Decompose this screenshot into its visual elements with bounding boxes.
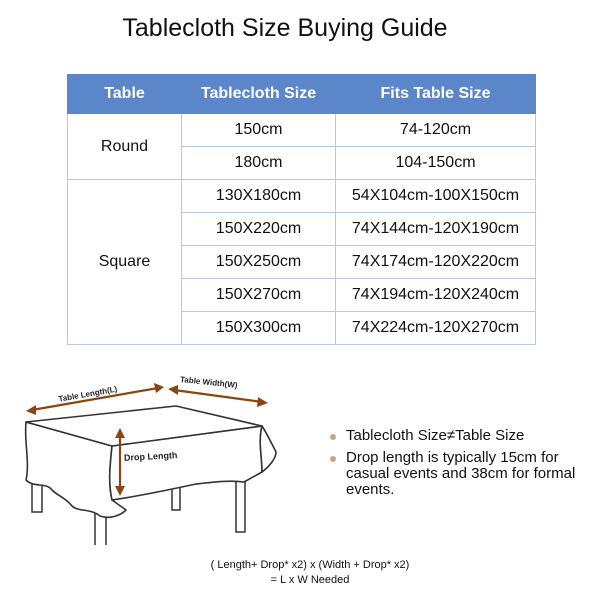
cloth-size-cell: 150X300cm — [182, 312, 336, 345]
group-label-round: Round — [68, 114, 182, 180]
note-item — [330, 428, 595, 444]
table-width-label: Table Width(W) — [179, 374, 238, 390]
header-tablecloth-size: Tablecloth Size — [182, 75, 336, 114]
size-formula — [175, 558, 445, 588]
note-text: Drop length is typically 15cm for casual events and 38cm for formal events. — [346, 449, 576, 498]
cloth-size-cell: 130X180cm — [182, 180, 336, 213]
cloth-size-cell: 150X250cm — [182, 246, 336, 279]
table-row — [68, 114, 536, 147]
table-length-label: Table Length(L) — [57, 384, 118, 404]
fits-size-cell: 74X144cm-120X190cm — [336, 213, 536, 246]
page-title: Tablecloth Size Buying Guide — [122, 14, 448, 42]
cloth-size-cell: 150cm — [182, 114, 336, 147]
formula-line-1: ( Length+ Drop* x2) x (Width + Drop* x2) — [210, 559, 410, 571]
header-fits-table-size: Fits Table Size — [336, 75, 536, 114]
fits-size-cell: 74X174cm-120X220cm — [336, 246, 536, 279]
note-item — [330, 450, 595, 498]
note-text: Tablecloth Size≠Table Size — [346, 427, 525, 444]
cloth-size-cell: 150X220cm — [182, 213, 336, 246]
drop-length-label: Drop Length — [123, 450, 178, 463]
table-header-row — [68, 75, 536, 114]
size-table — [67, 74, 536, 345]
fits-size-cell: 74-120cm — [336, 114, 536, 147]
fits-size-cell: 74X224cm-120X270cm — [336, 312, 536, 345]
fits-size-cell: 74X194cm-120X240cm — [336, 279, 536, 312]
tablecloth-diagram — [0, 370, 310, 545]
bullet-dot-icon — [330, 434, 336, 440]
formula-line-2: = L x W Needed — [270, 574, 350, 586]
group-label-square: Square — [68, 180, 182, 345]
cloth-size-cell: 180cm — [182, 147, 336, 180]
cloth-size-cell: 150X270cm — [182, 279, 336, 312]
header-table: Table — [68, 75, 182, 114]
fits-size-cell: 54X104cm-100X150cm — [336, 180, 536, 213]
fits-size-cell: 104-150cm — [336, 147, 536, 180]
table-row — [68, 180, 536, 213]
bullet-dot-icon — [330, 456, 336, 462]
notes-list — [330, 428, 595, 504]
